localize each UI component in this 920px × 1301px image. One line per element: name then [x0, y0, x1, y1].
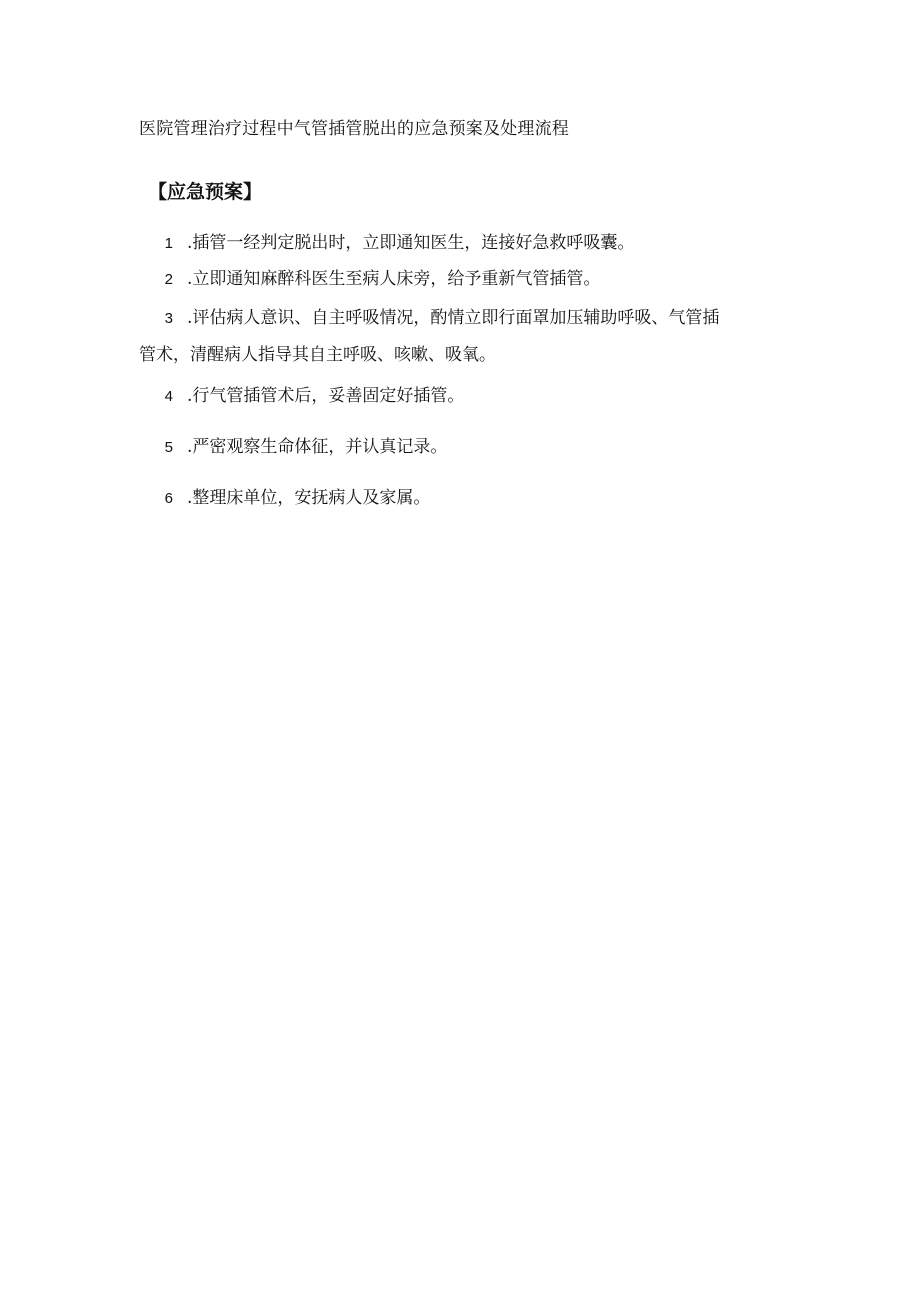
list-item-line [139, 225, 789, 262]
list-item-text: .严密观察生命体征，并认真记录。 [187, 437, 448, 457]
list-item [139, 480, 789, 517]
list-item-line [139, 261, 789, 298]
list-item [139, 261, 789, 298]
list-item-number: 4 [164, 388, 173, 405]
list-item-text: .整理床单位，安抚病人及家属。 [187, 488, 431, 508]
list-item-number: 2 [164, 271, 173, 288]
section-heading: 【应急预案】 [148, 181, 263, 203]
list-item [139, 225, 789, 262]
list-item-number: 5 [164, 439, 173, 456]
list-item-line [139, 300, 789, 337]
list-item-line [139, 429, 789, 466]
list-item [139, 429, 789, 466]
document-title: 医院管理治疗过程中气管插管脱出的应急预案及处理流程 [139, 119, 569, 139]
list-item-text: .插管一经判定脱出时，立即通知医生，连接好急救呼吸囊。 [187, 233, 635, 253]
list-item-continuation-line: 管术，清醒病人指导其自主呼吸、咳嗽、吸氧。 [139, 345, 496, 365]
list-item-line [139, 480, 789, 517]
list-item-number: 1 [164, 235, 173, 252]
list-item-number: 3 [164, 310, 173, 327]
list-item [139, 378, 789, 415]
list-item-line [139, 378, 789, 415]
list-item-text: .评估病人意识、自主呼吸情况，酌情立即行面罩加压辅助呼吸、气管插 [187, 308, 720, 328]
list-item-text: .立即通知麻醉科医生至病人床旁，给予重新气管插管。 [187, 269, 601, 289]
list-item [139, 300, 789, 373]
list-item-text: .行气管插管术后，妥善固定好插管。 [187, 386, 465, 406]
list-item-number: 6 [164, 490, 173, 507]
